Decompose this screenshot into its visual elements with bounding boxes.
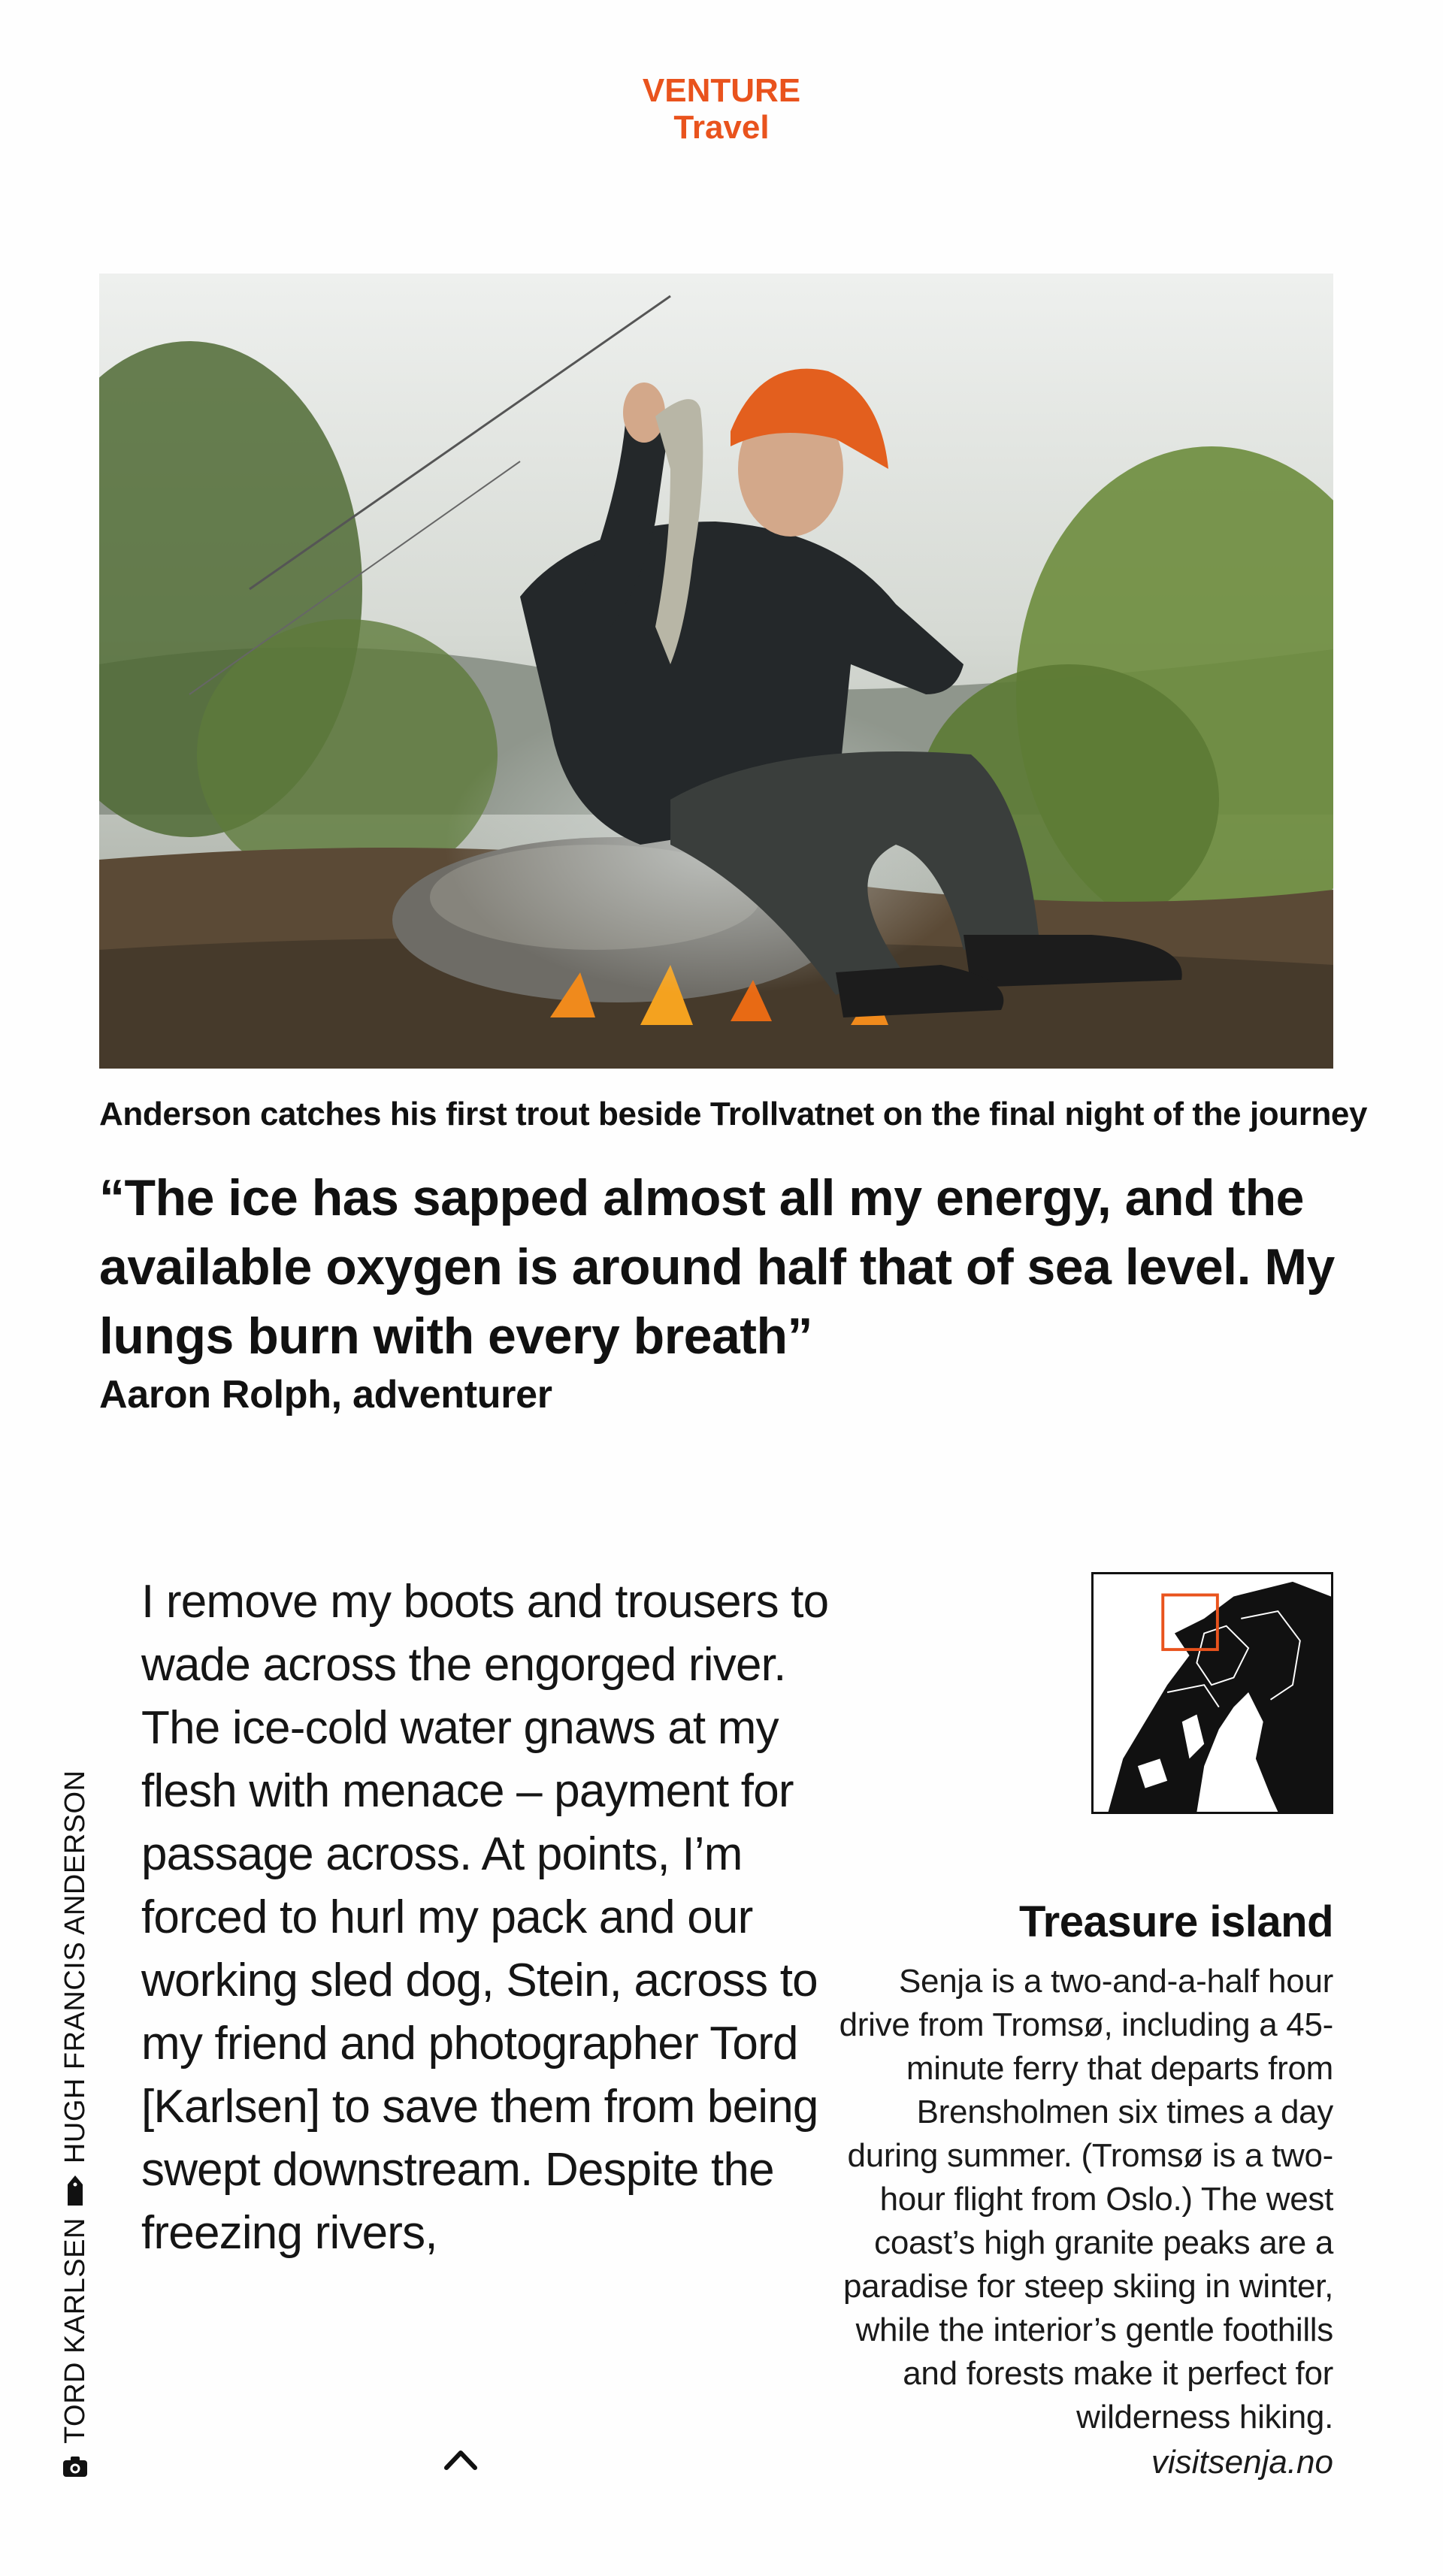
writer-name: HUGH FRANCIS ANDERSON: [59, 1770, 91, 2164]
location-map: [1091, 1572, 1333, 1814]
camera-icon: [62, 2456, 88, 2478]
scandinavia-map-illustration: [1094, 1574, 1331, 1812]
photo-illustration: [99, 274, 1333, 1069]
article-body: [141, 1571, 833, 2265]
sidebar-title: Treasure island: [1018, 1897, 1333, 1946]
photographer-name: TORD KARLSEN: [59, 2218, 91, 2444]
hero-photo: [99, 274, 1333, 1069]
sidebar-link[interactable]: visitsenja.no: [1151, 2444, 1333, 2481]
section-header: [0, 72, 1443, 147]
article-paragraph: I remove my boots and trousers to wade across the engorged river. The ice-cold water gnaws at my flesh with menace – payment for passage across. At points, I’m forced to hurl my pack and our working sled dog, Stein, across to my friend and photographer Tord [Karlsen] to save them from being swept downstream. Despite the freezing rivers,: [141, 1576, 829, 2259]
section-label: VENTURE: [642, 72, 801, 109]
chevron-up-icon[interactable]: [442, 2444, 479, 2474]
pull-quote-attribution: Aaron Rolph, adventurer: [99, 1373, 552, 1416]
sidebar-body: [837, 1960, 1333, 2439]
sidebar-paragraph: Senja is a two-and-a-half hour drive from Tromsø, including a 45-minute ferry that departs from Brensholmen six times a day during summer. (Tromsø is a two-hour flight from Oslo.) The west coast’s high granite peaks are a paradise for steep skiing in winter, while the interior’s gentle foothills and forests make it perfect for wilderness hiking.: [839, 1963, 1333, 2435]
subsection-label: Travel: [673, 109, 770, 147]
photo-caption: Anderson catches his first trout beside Trollvatnet on the final night of the journey: [99, 1096, 1368, 1132]
photo-credit: [53, 1728, 98, 2480]
pull-quote: “The ice has sapped almost all my energy, and the available oxygen is around half that of sea level. My lungs burn with every breath”: [99, 1169, 1335, 1365]
pen-icon: [65, 2174, 86, 2207]
